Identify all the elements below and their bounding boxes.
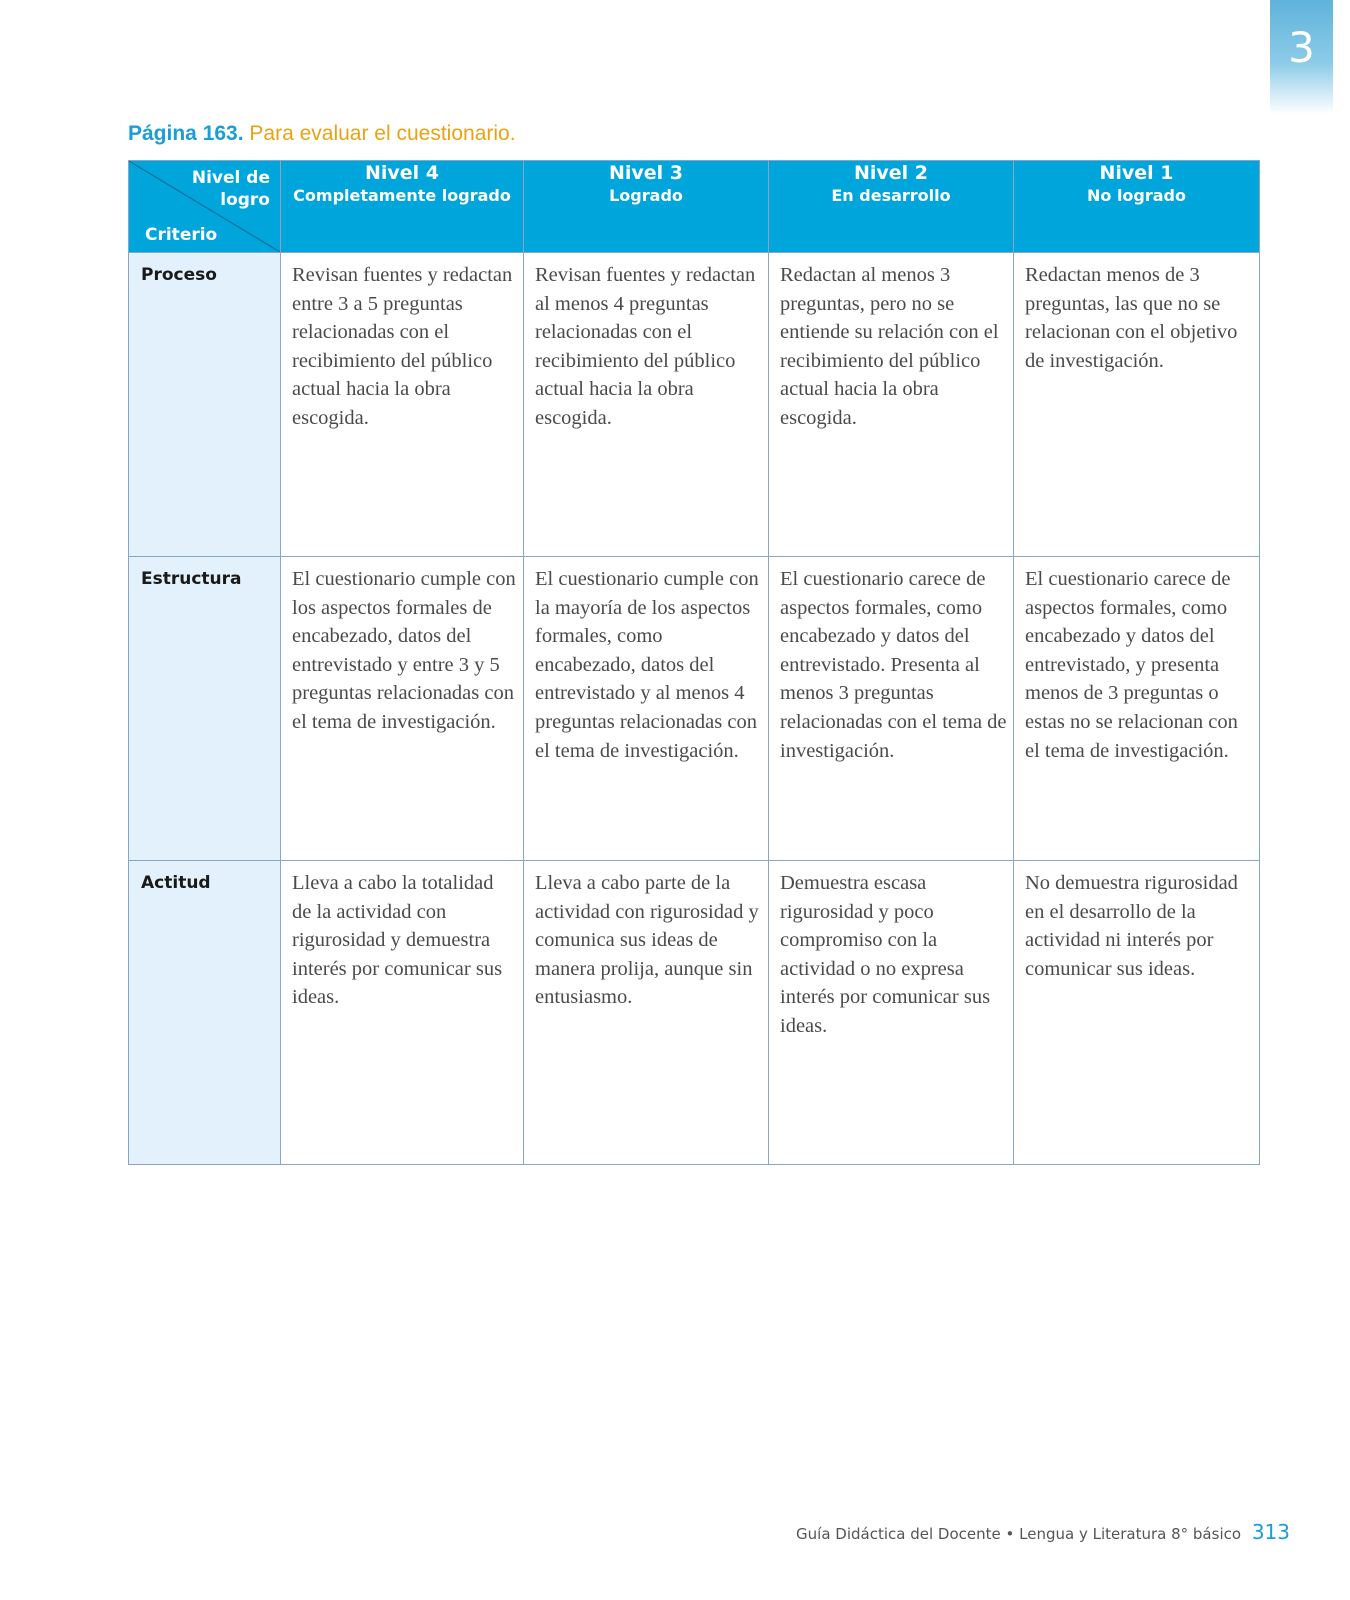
criterion-axis-label: Criterio bbox=[145, 225, 218, 245]
section-title bbox=[128, 122, 516, 146]
page-footer bbox=[796, 1520, 1290, 1544]
rubric-header-row bbox=[129, 161, 1260, 253]
descriptor-cell: El cuestionario cumple con la mayoría de los aspectos formales, como encabezado, datos del entrevistado y al menos 4 preguntas relacionadas con el tema de investigación. bbox=[524, 557, 769, 861]
criterion-cell: Estructura bbox=[129, 557, 281, 861]
level-description: Logrado bbox=[609, 186, 683, 205]
descriptor-cell: Revisan fuentes y redactan al menos 4 preguntas relacionadas con el recibimiento del público actual hacia la obra escogida. bbox=[524, 253, 769, 557]
level-header-1 bbox=[1014, 161, 1260, 253]
descriptor-cell: El cuestionario cumple con los aspectos formales de encabezado, datos del entrevistado y entre 3 y 5 preguntas relacionadas con el tema de investigación. bbox=[281, 557, 524, 861]
level-description: Completamente logrado bbox=[293, 186, 511, 205]
descriptor-cell: Redactan al menos 3 preguntas, pero no se entiende su relación con el recibimiento del público actual hacia la obra escogida. bbox=[769, 253, 1014, 557]
rubric-table bbox=[128, 160, 1260, 1165]
level-header-3 bbox=[524, 161, 769, 253]
criterion-cell: Proceso bbox=[129, 253, 281, 557]
descriptor-cell: Lleva a cabo parte de la actividad con rigurosidad y comunica sus ideas de manera prolija, aunque sin entusiasmo. bbox=[524, 861, 769, 1165]
section-purpose: Para evaluar el cuestionario. bbox=[249, 122, 516, 145]
descriptor-cell: Demuestra escasa rigurosidad y poco compromiso con la actividad o no expresa interés por comunicar sus ideas. bbox=[769, 861, 1014, 1165]
level-description: En desarrollo bbox=[831, 186, 951, 205]
page-number: 313 bbox=[1251, 1520, 1290, 1544]
level-header-4 bbox=[281, 161, 524, 253]
level-description: No logrado bbox=[1086, 186, 1186, 205]
rubric-row-actitud bbox=[129, 861, 1260, 1165]
level-name: Nivel 2 bbox=[853, 162, 929, 184]
descriptor-cell: No demuestra rigurosidad en el desarrollo de la actividad ni interés por comunicar sus ideas. bbox=[1014, 861, 1260, 1165]
level-name: Nivel 1 bbox=[1099, 162, 1174, 184]
level-axis-label: Nivel de logro bbox=[191, 168, 270, 210]
descriptor-cell: Revisan fuentes y redactan entre 3 a 5 preguntas relacionadas con el recibimiento del público actual hacia la obra escogida. bbox=[281, 253, 524, 557]
level-name: Nivel 4 bbox=[364, 162, 440, 184]
rubric-row-estructura bbox=[129, 557, 1260, 861]
descriptor-cell: El cuestionario carece de aspectos formales, como encabezado y datos del entrevistado. Presenta al menos 3 preguntas relacionadas con el tema de investigación. bbox=[769, 557, 1014, 861]
criterion-cell: Actitud bbox=[129, 861, 281, 1165]
level-name: Nivel 3 bbox=[608, 162, 684, 184]
footer-text: Guía Didáctica del Docente • Lengua y Literatura 8° básico bbox=[796, 1525, 1242, 1543]
page-reference: Página 163. bbox=[128, 122, 244, 145]
descriptor-cell: El cuestionario carece de aspectos formales, como encabezado y datos del entrevistado, y presenta menos de 3 preguntas o estas no se relacionan con el tema de investigación. bbox=[1014, 557, 1260, 861]
corner-header-cell bbox=[129, 161, 281, 253]
chapter-tab: 3 bbox=[1270, 0, 1333, 114]
descriptor-cell: Redactan menos de 3 preguntas, las que no se relacionan con el objetivo de investigación. bbox=[1014, 253, 1260, 557]
level-header-2 bbox=[769, 161, 1014, 253]
rubric-row-proceso bbox=[129, 253, 1260, 557]
descriptor-cell: Lleva a cabo la totalidad de la actividad con rigurosidad y demuestra interés por comunicar sus ideas. bbox=[281, 861, 524, 1165]
